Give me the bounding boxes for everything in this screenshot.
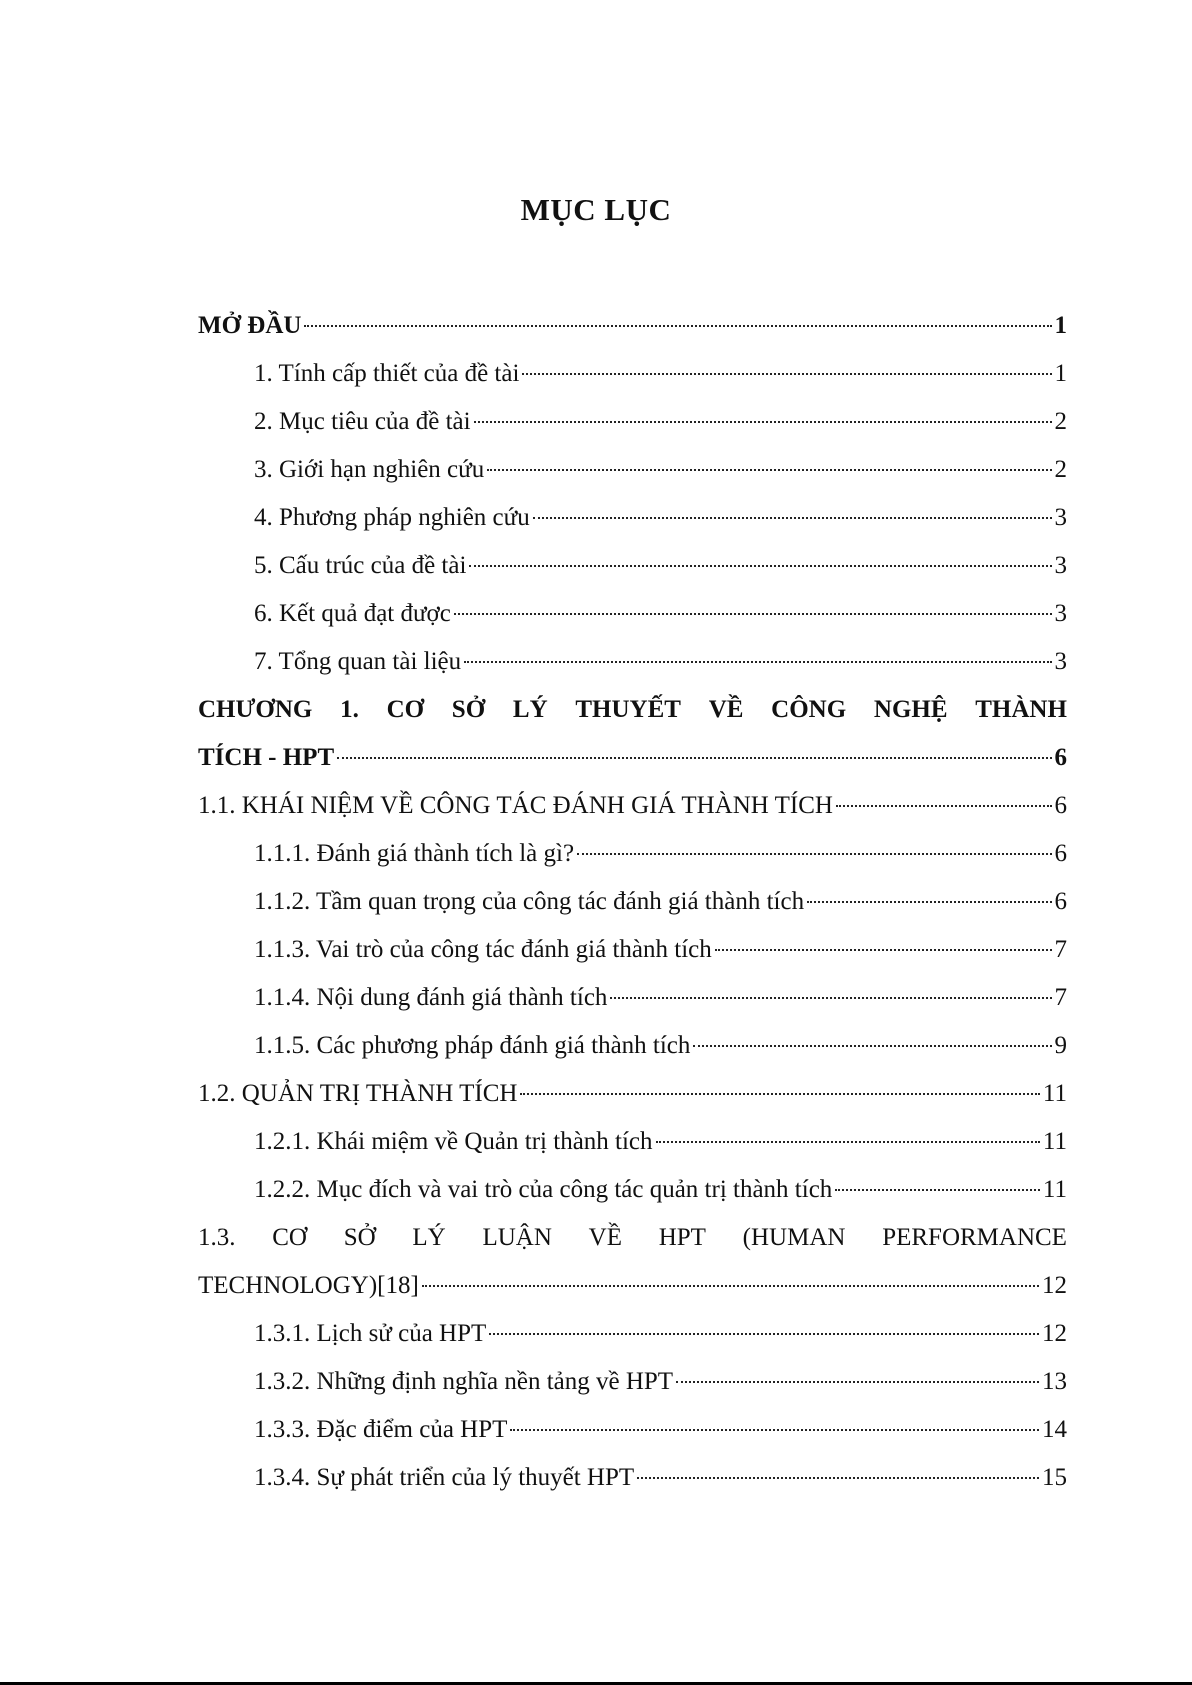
toc-entry[interactable] [198, 590, 1067, 638]
dot-leader [656, 1141, 1040, 1143]
toc-entry-page: 2 [1054, 456, 1067, 483]
toc-entry-text: 1. Tính cấp thiết của đề tài [254, 360, 520, 387]
toc-entry-text: 1.1.5. Các phương pháp đánh giá thành tích [254, 1032, 691, 1059]
toc-entry[interactable] [198, 1454, 1067, 1502]
toc-entry-page: 3 [1054, 600, 1067, 627]
toc-entry-page: 3 [1054, 552, 1067, 579]
heading-word: 1. [340, 696, 359, 723]
dot-leader [454, 613, 1052, 615]
toc-entry-page: 11 [1042, 1128, 1067, 1155]
toc-entry-chapter-1-line1[interactable] [198, 686, 1067, 734]
toc-entry[interactable] [198, 878, 1067, 926]
heading-word: LÝ [512, 696, 548, 723]
heading-word: CƠ [386, 696, 425, 723]
toc-entry-text: 1.3.4. Sự phát triển của lý thuyết HPT [254, 1464, 635, 1491]
dot-leader [533, 517, 1052, 519]
toc-entry[interactable] [198, 350, 1067, 398]
toc-entry-page: 3 [1054, 648, 1067, 675]
toc-entry-text: 1.3.1. Lịch sử của HPT [254, 1320, 487, 1347]
toc-entry-page: 11 [1042, 1176, 1067, 1203]
toc-entry-section-1-2[interactable] [198, 1070, 1067, 1118]
dot-leader [715, 949, 1052, 951]
toc-entry-page: 9 [1054, 1032, 1067, 1059]
dot-leader [520, 1093, 1039, 1095]
toc-entry[interactable] [198, 1358, 1067, 1406]
toc-entry-page: 7 [1054, 936, 1067, 963]
dot-leader [693, 1045, 1051, 1047]
heading-word: VỀ [588, 1224, 622, 1251]
toc-entry-chapter-1-line2[interactable] [198, 734, 1067, 782]
dot-leader [464, 661, 1051, 663]
toc-entry[interactable] [198, 974, 1067, 1022]
heading-word: SỞ [451, 696, 486, 723]
toc-entry-text: 1.1.2. Tầm quan trọng của công tác đánh giá thành tích [254, 888, 805, 915]
toc-entry-text: 2. Mục tiêu của đề tài [254, 408, 471, 435]
toc-entry-section-1-3-line2[interactable] [198, 1262, 1067, 1310]
dot-leader [835, 1189, 1040, 1191]
toc-entry-text: 4. Phương pháp nghiên cứu [254, 504, 530, 531]
heading-word: (HUMAN [742, 1224, 846, 1251]
toc-entry[interactable] [198, 926, 1067, 974]
heading-word: LUẬN [482, 1224, 552, 1251]
heading-word: NGHỆ [873, 696, 948, 723]
toc-entry-section-1-3-line1[interactable] [198, 1214, 1067, 1262]
dot-leader [836, 805, 1052, 807]
toc-entry[interactable] [198, 1406, 1067, 1454]
toc-entry-page: 1 [1054, 312, 1067, 339]
dot-leader [676, 1381, 1039, 1383]
dot-leader [422, 1285, 1039, 1287]
toc-entry-page: 12 [1042, 1272, 1067, 1299]
heading-word: THUYẾT [575, 696, 681, 723]
toc-entry-text: 5. Cấu trúc của đề tài [254, 552, 467, 579]
page-title: MỤC LỤC [520, 192, 672, 227]
toc-entry-text: 1.1.3. Vai trò của công tác đánh giá thành tích [254, 936, 712, 963]
toc-entry-text: 1.2. QUẢN TRỊ THÀNH TÍCH [198, 1080, 518, 1107]
heading-word: CƠ [272, 1224, 307, 1251]
toc-entry-page: 6 [1054, 744, 1067, 771]
toc-entry-page: 3 [1054, 504, 1067, 531]
toc-entry-text: 1.2.1. Khái miệm về Quản trị thành tích [254, 1128, 653, 1155]
toc-entry-text: 1.3.3. Đặc điểm của HPT [254, 1416, 508, 1443]
dot-leader [610, 997, 1051, 999]
table-of-contents [198, 302, 1067, 1502]
toc-entry-text: 7. Tổng quan tài liệu [254, 648, 462, 675]
heading-word: PERFORMANCE [882, 1224, 1067, 1251]
heading-word: CÔNG [771, 696, 847, 723]
toc-entry-page: 2 [1054, 408, 1067, 435]
dot-leader [489, 1333, 1039, 1335]
toc-entry[interactable] [198, 1310, 1067, 1358]
heading-word: VỀ [708, 696, 744, 723]
dot-leader [337, 757, 1051, 759]
toc-entry-page: 7 [1054, 984, 1067, 1011]
toc-entry[interactable] [198, 1166, 1067, 1214]
toc-entry[interactable] [198, 1118, 1067, 1166]
toc-entry[interactable] [198, 494, 1067, 542]
toc-entry[interactable] [198, 1022, 1067, 1070]
toc-entry-page: 15 [1042, 1464, 1067, 1491]
toc-entry-page: 12 [1042, 1320, 1067, 1347]
toc-entry-page: 1 [1054, 360, 1067, 387]
dot-leader [577, 853, 1051, 855]
dot-leader [487, 469, 1051, 471]
heading-word: HPT [658, 1224, 706, 1251]
toc-entry[interactable] [198, 446, 1067, 494]
toc-entry-page: 6 [1054, 792, 1067, 819]
toc-entry-text: TÍCH - HPT [198, 744, 335, 771]
dot-leader [637, 1477, 1039, 1479]
toc-entry-text: 1.1.1. Đánh giá thành tích là gì? [254, 840, 575, 867]
dot-leader [510, 1429, 1039, 1431]
toc-entry[interactable] [198, 830, 1067, 878]
toc-entry[interactable] [198, 398, 1067, 446]
heading-word: SỞ [343, 1224, 376, 1251]
toc-entry-text: TECHNOLOGY)[18] [198, 1272, 419, 1299]
toc-entry[interactable] [198, 542, 1067, 590]
heading-word: CHƯƠNG [198, 696, 313, 723]
toc-entry-text: 1.2.2. Mục đích và vai trò của công tác quản trị thành tích [254, 1176, 833, 1203]
heading-word: THÀNH [975, 696, 1067, 723]
toc-entry[interactable] [198, 638, 1067, 686]
toc-entry-text: 1.3.2. Những định nghĩa nền tảng về HPT [254, 1368, 674, 1395]
toc-entry-text: 6. Kết quả đạt được [254, 600, 451, 627]
heading-word: LÝ [412, 1224, 446, 1251]
toc-entry-text: MỞ ĐẦU [198, 312, 302, 339]
toc-entry-page: 13 [1042, 1368, 1067, 1395]
dot-leader [469, 565, 1051, 567]
toc-entry-page: 14 [1042, 1416, 1067, 1443]
dot-leader [304, 325, 1051, 327]
toc-entry-page: 6 [1054, 840, 1067, 867]
toc-entry-page: 11 [1042, 1080, 1067, 1107]
heading-word: 1.3. [198, 1224, 236, 1251]
toc-entry-text: 1.1. KHÁI NIỆM VỀ CÔNG TÁC ĐÁNH GIÁ THÀNH TÍCH [198, 792, 833, 819]
toc-entry-intro[interactable] [198, 302, 1067, 350]
toc-entry-section-1-1[interactable] [198, 782, 1067, 830]
toc-entry-page: 6 [1054, 888, 1067, 915]
dot-leader [474, 421, 1052, 423]
toc-entry-text: 3. Giới hạn nghiên cứu [254, 456, 485, 483]
dot-leader [807, 901, 1051, 903]
dot-leader [522, 373, 1051, 375]
toc-entry-text: 1.1.4. Nội dung đánh giá thành tích [254, 984, 608, 1011]
